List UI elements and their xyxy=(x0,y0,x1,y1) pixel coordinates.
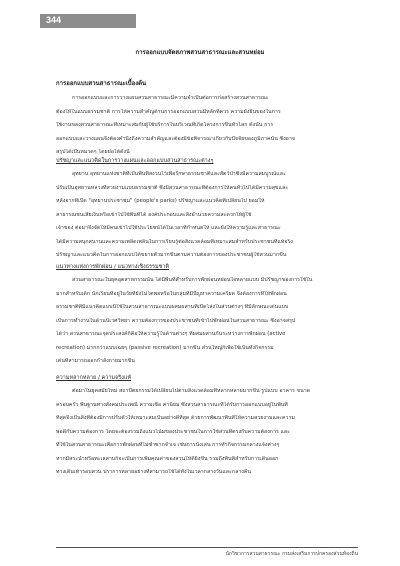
paragraph-line: หากมีสระน้ำหรือทะเลสาบก็จะเป็นการเพิ่มคุณค่าของสวนให้ดียิ่งขึ้น รวมถึงพื้นที่สำหรับการเดินออก xyxy=(56,455,279,462)
paragraph-line: ได้ว่า สวนสาธารณะจุดประสงค์ก็คือให้ความรู้ในด้านต่างๆ ที่ผสมผสานกันระหว่างการพักผ่อน (active xyxy=(56,331,286,337)
paragraph-line: ใช้งานของสวนสาธารณะที่เหมาะสมกับผู้ใช้บริการในบริเวณที่เกิดโครงการขึ้นทั่วโลก ดังนั้น การ xyxy=(56,122,274,128)
paragraph-line: เด่นที่สามารถออกกำลังกายมากขึ้น xyxy=(56,358,135,364)
paragraph-line: ธรรมชาติที่มีแนวคิดแบบนี้ใช้ในสวนสาธารณะแบบผสมผสานที่เปิดโล่งในส่วนต่างๆ ที่มีลักษณะเด่นแบบ xyxy=(56,304,289,310)
paragraph-line: สวนสาธารณะในยุคอุตสาหกรรมนั้น ได้มีพื้นที่สำหรับการพักผ่อนหย่อนใจหลายแบบ มีปรัชญาของการใช้ใน xyxy=(72,277,313,283)
paragraph-line: สรุปได้เป็นหมวดๆ โดยย่อได้ดังนี้ xyxy=(56,149,130,155)
paragraph-line: มากสำหรับเด็ก นักเรียนที่อยู่ในวัยที่ยังไม่โตพอหรือในกลุ่มที่มีปัญหาความเครียด จึงต้องการที่ให้พักผ่อน xyxy=(56,290,287,297)
paragraph-line: เป็นการทำงานในด้านนิเวศวิทยา ความต้องการของประชาชนที่เข้าไปพักผ่อนในสวนสาธารณะ ซึ่งอาจสรุป xyxy=(56,317,296,324)
section-heading-basic-design: การออกแบบสวนสาธารณะเบื้องต้น xyxy=(56,80,147,87)
section-subhead-recreation: แนวทางแห่งการพักผ่อน / แนวทางเชิงธรรมชาติ xyxy=(56,264,169,270)
page-number-box xyxy=(40,14,136,28)
paragraph-line: ปรับเป็นอุทยานหลวงที่สวยงามแบบธรรมชาติ ซึ่งมีสวนสาธารณะที่ต้องการให้คนทั่วไปได้มีความสุขและ xyxy=(56,184,289,191)
paragraph-line: เจ้าของ ต่อมาจึงจัดให้มีคนเข้าไปใช้ประโยชน์ได้ในเวลาที่กำหนดให้ และยังให้ความรู้และสาธารณะ xyxy=(56,225,281,231)
paragraph-line: หลังจากที่เปิด "อุทยานประชาชน" (people's parks) ปรัชญาและแนวคิดที่เปลี่ยนไป ยอมให้ xyxy=(56,198,265,204)
paragraph-line: อุทยาน อุทยานแห่งชาติที่เป็นพื้นที่สงวนไว้เพื่อรักษาธรรมชาติและสัตว์ป่าซึ่งมีความสมบูรณ์และ xyxy=(72,171,286,177)
paragraph-line: การออกแบบและการวางแผนสวนสาธารณะมีความจำเป็นต่อการก่อสร้างสวนสาธารณะ xyxy=(72,95,269,101)
paragraph-line: ทางเดินเท้ารอบสวน ปราการหลายอย่างที่สามารถใช้ได้ทั้งในเวลากลางวันและกลางคืน xyxy=(56,469,252,475)
paragraph-line: พอดีกับความต้องการ โดยจะต้องรวมถึงแนวโน้มของประชาชนในการใช้สวนที่ตรงกับความต้องการ และ xyxy=(56,428,291,435)
paragraph-line: ต่อมาในยุคสมัยใหม่ สถาปัตยกรรมได้เปลี่ยนไปตามสิ่งแวดล้อมที่หลากหลายมากขึ้น รูปแบบ อาคาร ขนาด xyxy=(72,388,311,394)
page-number: 344 xyxy=(46,15,62,25)
paragraph-line: ต้องให้ในแบบธรรมชาติ การให้ความสำคัญด้านการออกแบบสวนมีหลักที่ควร ความยั่งยืนของในการ xyxy=(56,108,281,115)
footer-rule xyxy=(56,547,358,548)
paragraph-line: ที่สุดจึงเป็นสิ่งที่ต้องมีการปรับตัวให้เหมาะสมเป็นอย่างดีที่สุด ด้วยการพัฒนาพื้นที่ให้ความสวยงามและความ xyxy=(56,415,295,421)
paragraph-line: ครอบครัว พื้นฐานทางสังคมประเพณี ความเชื่อ ค่านิยม ซึ่งสวนสาธารณะที่ได้รับการออกแบบอยู่ในพื้นที่ xyxy=(56,401,288,408)
paragraph-line: ได้มีความสนุกสนานและความเพลิดเพลินในการเรียนรู้ต่อสิ่งแวดล้อมที่เหมาะสมสำหรับประชาชนที่แท้จริง xyxy=(56,238,293,245)
section-subhead-philosophy: ปรัชญาและแนวคิดในการวางแผนและออกแบบสวนสาธารณะต่างๆ xyxy=(56,158,214,164)
section-subhead-diversity: ความหลากหลาย / ความจริงแท้ xyxy=(56,375,132,381)
paragraph-line: recreation) มากกว่าแบบเฉยๆ (passive recreation) มากขึ้น ส่วนใหญ่ก็เพื่อใช้เป็นทั้งกิจกรรม xyxy=(56,344,274,351)
paragraph-line: ที่ใช้ในสวนสาธารณะเพื่อการพักผ่อนที่ไม่ซ้ำซากจำเจ เช่นการนั่งเล่น การทำกิจกรรมกลางแจ้งต่างๆ xyxy=(56,442,280,448)
page-title: การออกแบบจัดสภาพสวนสาธารณะและสวนหย่อม xyxy=(135,49,265,56)
paragraph-line: ออกแบบและวางแผนจึงต้องคำนึงถึงความสำคัญและต้องมีข้อพิจารณาเกี่ยวกับปัจจัยของภูมิภาคนั้น ซึ่งอาจ xyxy=(56,135,295,142)
paragraph-line: ปรัชญาและแนวคิดในการออกแบบได้ขยายตัวมากขึ้นตามความต้องการของประชาชนผู้ใช้สวนมากขึ้น xyxy=(56,252,287,258)
footer-text: นักวิชาการสวนสาธารณะ กรมส่งเสริมการปกครองส่วนท้องถิ่น xyxy=(225,551,358,557)
paragraph-line: สาธารณชนเสียเงินหรือเข้าไปใช้พื้นที่ได้ องค์ประกอบและสิ่งอำนวยความสะดวกให้ผู้ใช้ xyxy=(56,211,252,218)
